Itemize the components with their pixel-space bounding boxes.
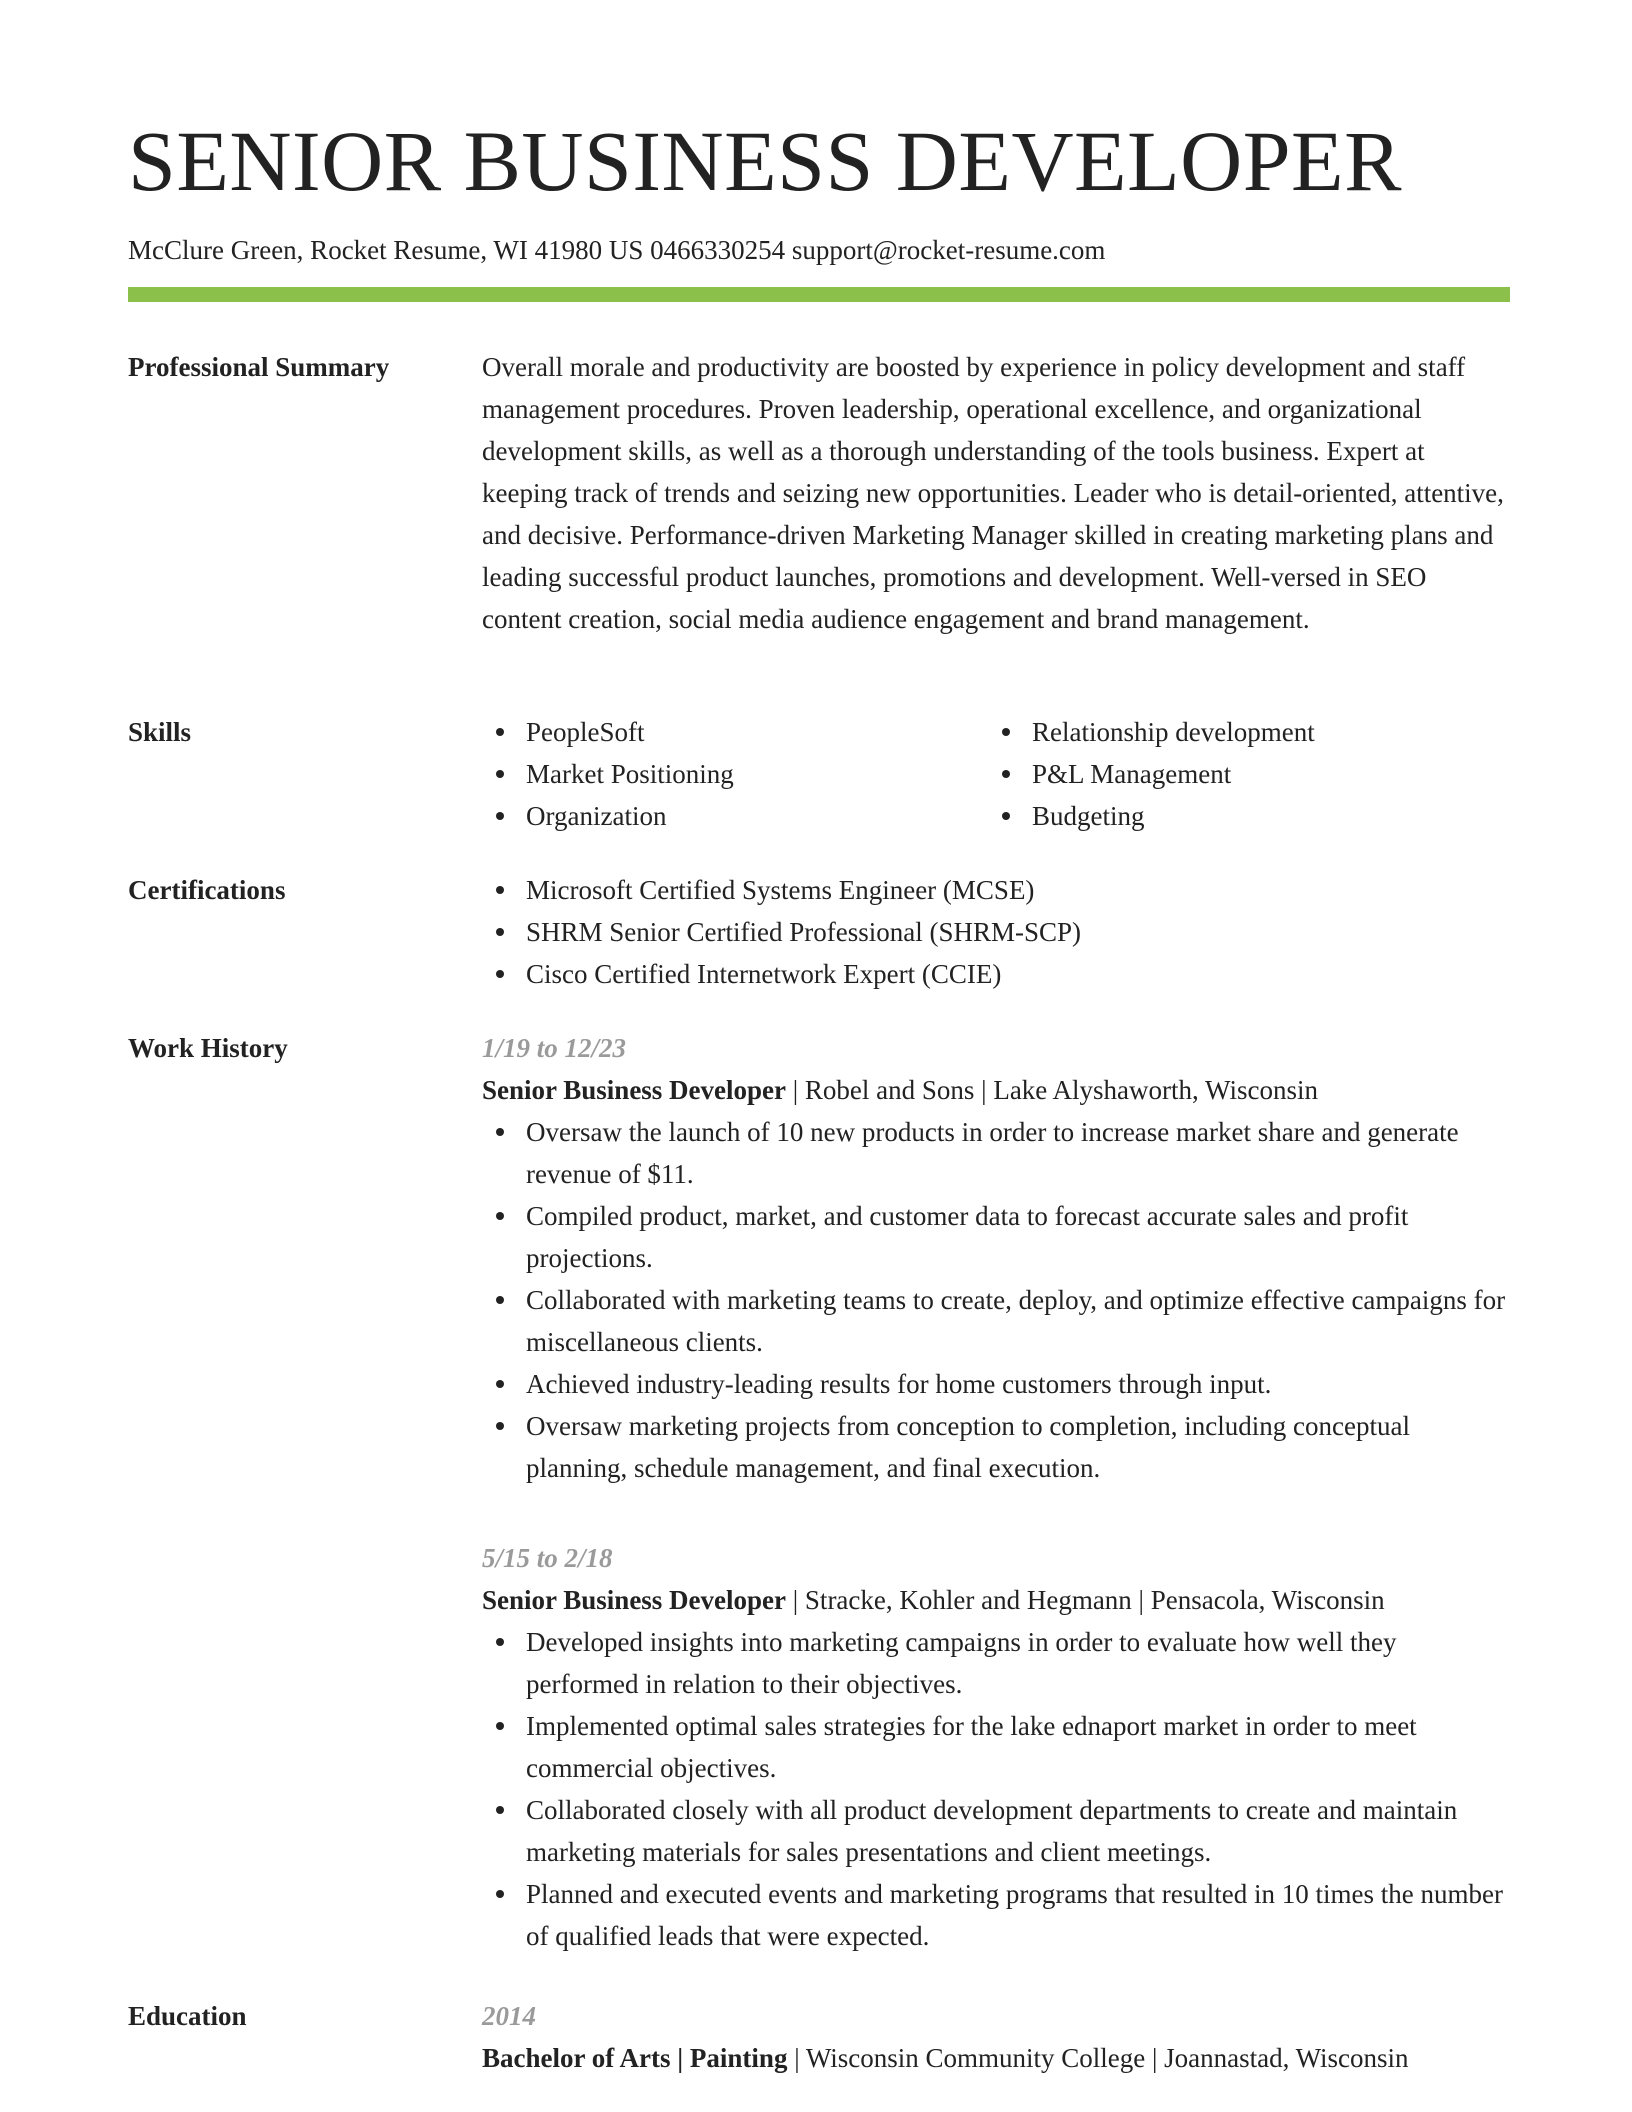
- job-bullet: Implemented optimal sales strategies for the lake ednaport market in order to meet commercial objectives.: [482, 1705, 1510, 1789]
- job-heading: [482, 1069, 1510, 1111]
- job-bullet: Oversaw the launch of 10 new products in order to increase market share and generate revenue of $11.: [482, 1111, 1510, 1195]
- education-entry: [482, 1995, 1510, 2079]
- section-label-skills: Skills: [128, 717, 192, 747]
- job-entry: [482, 1027, 1510, 1489]
- certification-item: Microsoft Certified Systems Engineer (MCSE): [482, 869, 1510, 911]
- job-heading: [482, 1579, 1510, 1621]
- contact-line: McClure Green, Rocket Resume, WI 41980 US 0466330254 support@rocket-resume.com: [128, 235, 1106, 265]
- job-details: | Robel and Sons | Lake Alyshaworth, Wisconsin: [786, 1075, 1318, 1105]
- skill-item: Market Positioning: [482, 753, 988, 795]
- accent-divider: [128, 287, 1510, 302]
- skill-item: Relationship development: [988, 711, 1494, 753]
- education-heading: [482, 2037, 1510, 2079]
- job-bullet: Developed insights into marketing campaigns in order to evaluate how well they performed in relation to their objectives.: [482, 1621, 1510, 1705]
- resume-title: SENIOR BUSINESS DEVELOPER: [128, 113, 1402, 209]
- certification-item: SHRM Senior Certified Professional (SHRM-SCP): [482, 911, 1510, 953]
- job-bullet: Compiled product, market, and customer data to forecast accurate sales and profit projections.: [482, 1195, 1510, 1279]
- job-bullet: Collaborated closely with all product development departments to create and maintain marketing materials for sales presentations and client meetings.: [482, 1789, 1510, 1873]
- skill-item: Organization: [482, 795, 988, 837]
- section-label-work-history: Work History: [128, 1033, 288, 1063]
- job-bullet: Planned and executed events and marketing programs that resulted in 10 times the number of qualified leads that were expected.: [482, 1873, 1510, 1957]
- job-title: Senior Business Developer: [482, 1075, 787, 1105]
- summary-text: Overall morale and productivity are boosted by experience in policy development and staff management procedures. Proven leadership, operational excellence, and organizational development skills, as well as a thorough understanding of the tools business. Expert at keeping track of trends and seizing new opportunities. Leader who is detail-oriented, attentive, and decisive. Performance-driven Marketing Manager skilled in creating marketing plans and leading successful product launches, promotions and development. Well-versed in SEO content creation, social media audience engagement and brand management.: [482, 352, 1504, 634]
- job-dates: 1/19 to 12/23: [482, 1033, 627, 1063]
- skill-item: Budgeting: [988, 795, 1494, 837]
- skills-column-2: [988, 711, 1494, 837]
- job-title: Senior Business Developer: [482, 1585, 787, 1615]
- skill-item: PeopleSoft: [482, 711, 988, 753]
- section-label-summary: Professional Summary: [128, 352, 390, 382]
- skill-item: P&L Management: [988, 753, 1494, 795]
- job-bullet: Collaborated with marketing teams to create, deploy, and optimize effective campaigns for miscellaneous clients.: [482, 1279, 1510, 1363]
- section-label-certifications: Certifications: [128, 875, 286, 905]
- job-bullet: Oversaw marketing projects from conception to completion, including conceptual planning, schedule management, and final execution.: [482, 1405, 1510, 1489]
- education-degree: Bachelor of Arts | Painting: [482, 2043, 788, 2073]
- education-details: | Wisconsin Community College | Joannastad, Wisconsin: [787, 2043, 1409, 2073]
- certification-item: Cisco Certified Internetwork Expert (CCIE): [482, 953, 1510, 995]
- section-label-education: Education: [128, 2001, 247, 2031]
- job-bullet: Achieved industry-leading results for home customers through input.: [482, 1363, 1510, 1405]
- skills-column-1: [482, 711, 988, 837]
- job-dates: 5/15 to 2/18: [482, 1543, 613, 1573]
- job-bullets: [482, 1111, 1510, 1489]
- job-details: | Stracke, Kohler and Hegmann | Pensacola, Wisconsin: [786, 1585, 1385, 1615]
- education-year: 2014: [482, 2001, 536, 2031]
- job-entry: [482, 1537, 1510, 1957]
- job-bullets: [482, 1621, 1510, 1957]
- certifications-list: [482, 869, 1510, 995]
